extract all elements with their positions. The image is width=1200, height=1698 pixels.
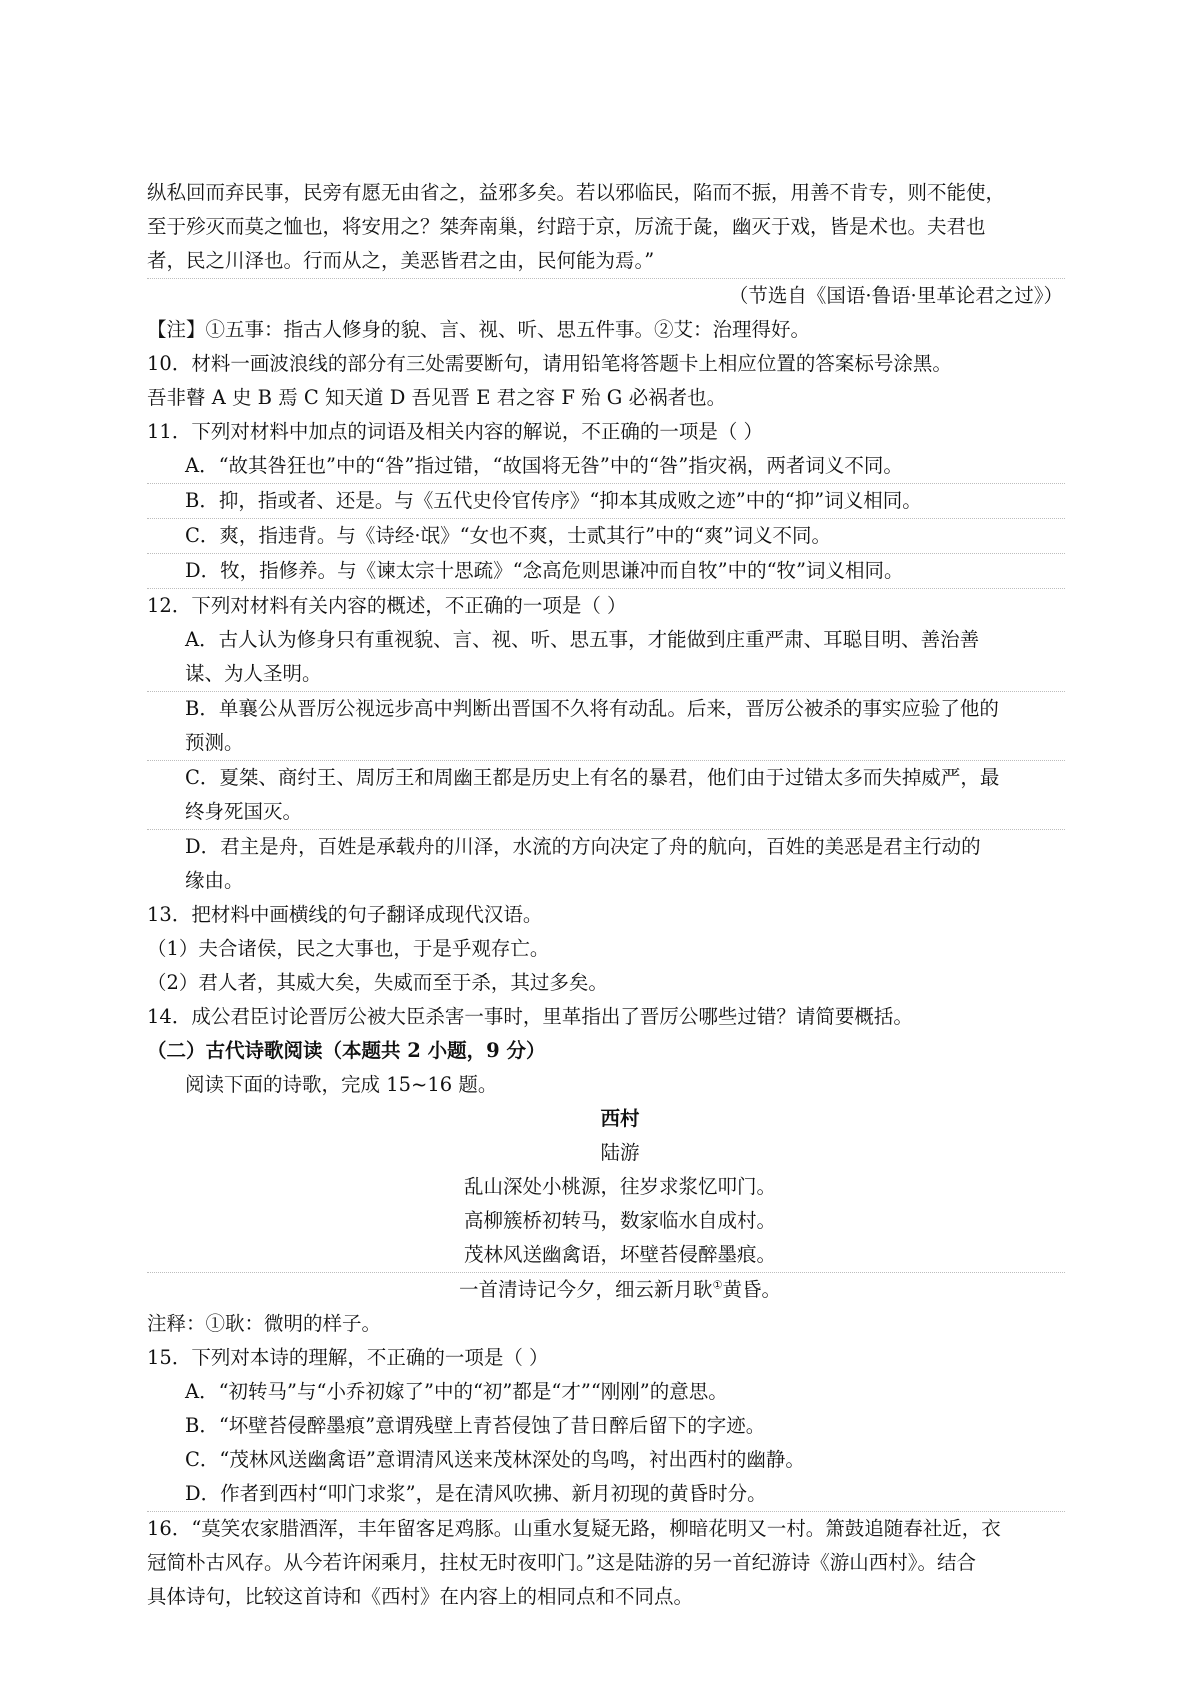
poem-line-4 [147,1273,1065,1307]
poem-line-2: 高柳簇桥初转马，数家临水自成村。 [463,1209,776,1232]
q16-line-3: 具体诗句，比较这首诗和《西村》在内容上的相同点和不同点。 [147,1585,694,1608]
q14-stem: 14．成公君臣讨论晋厉公被大臣杀害一事时，里革指出了晋厉公哪些过错？请简要概括。 [147,1005,913,1028]
poem-line-3: 茂林风送幽禽语，坏壁苔侵醉墨痕。 [147,1238,1065,1273]
passage-line-3: 者，民之川泽也。行而从之，美恶皆君之由，民何能为焉。” [147,244,1065,279]
q15-option-a: A．“初转马”与“小乔初嫁了”中的“初”都是“才”“刚刚”的意思。 [185,1380,728,1403]
passage-source: （节选自《国语·鲁语·里革论君之过》） [728,284,1063,307]
q12-option-b-2: 预测。 [147,726,1065,761]
q10-stem: 10．材料一画波浪线的部分有三处需要断句，请用铅笔将答题卡上相应位置的答案标号涂黑。 [147,352,952,375]
q12-option-c-2: 终身死国灭。 [147,795,1065,830]
q12-option-a-1: A．古人认为修身只有重视貌、言、视、听、思五事，才能做到庄重严肃、耳聪目明、善治善 [185,628,980,651]
poem-title: 西村 [600,1107,640,1130]
poem-line-4-end: 黄昏。 [722,1278,781,1301]
q12-option-b-1: B．单襄公从晋厉公视远步高中判断出晋国不久将有动乱。后来，晋厉公被杀的事实应验了他的 [185,697,999,720]
poem-author: 陆游 [600,1141,640,1164]
q16-line-2: 冠简朴古风存。从今若许闲乘月，拄杖无时夜叩门。”这是陆游的另一首纪游诗《游山西村》。结合 [147,1551,976,1574]
q13-item-2: （2）君人者，其威大矣，失威而至于杀，其过多矣。 [147,971,608,994]
q11-option-d: D．牧，指修养。与《谏太宗十思疏》“念高危则思谦冲而自牧”中的“牧”词义相同。 [147,554,1065,589]
q12-option-c-1: C．夏桀、商纣王、周厉王和周幽王都是历史上有名的暴君，他们由于过错太多而失掉威严，最 [185,766,1000,789]
passage-note: 【注】①五事：指古人修身的貌、言、视、听、思五件事。②艾：治理得好。 [147,318,811,341]
q15-option-d: D．作者到西村“叩门求浆”，是在清风吹拂、新月初现的黄昏时分。 [147,1477,1065,1512]
exam-page [147,176,1065,1614]
q11-option-a: A．“故其咎狂也”中的“咎”指过错，“故国将无咎”中的“咎”指灾祸，两者词义不同。 [147,449,1065,484]
q15-stem: 15．下列对本诗的理解，不正确的一项是（ ） [147,1346,549,1369]
q11-stem: 11．下列对材料中加点的词语及相关内容的解说，不正确的一项是（ ） [147,420,764,443]
q11-option-c: C．爽，指违背。与《诗经·氓》“女也不爽，士贰其行”中的“爽”词义不同。 [147,519,1065,554]
footnote-mark: ① [712,1278,723,1292]
q12-stem: 12．下列对材料有关内容的概述，不正确的一项是（ ） [147,594,627,617]
section2-instruction: 阅读下面的诗歌，完成 15~16 题。 [185,1073,498,1096]
section2-heading: （二）古代诗歌阅读（本题共 2 小题，9 分） [147,1039,546,1062]
poem-line-1: 乱山深处小桃源，往岁求浆忆叩门。 [463,1175,776,1198]
q12-option-d-2: 缘由。 [185,869,244,892]
q13-item-1: （1）夫合诸侯，民之大事也，于是乎观存亡。 [147,937,550,960]
q16-line-1: 16．“莫笑农家腊酒浑，丰年留客足鸡豚。山重水复疑无路，柳暗花明又一村。箫鼓追随春社近，衣 [147,1517,1001,1540]
q12-option-d-1: D．君主是舟，百姓是承载舟的川泽，水流的方向决定了舟的航向，百姓的美恶是君主行动的 [185,835,981,858]
q11-option-b: B．抑，指或者、还是。与《五代史伶官传序》“抑本其成败之迹”中的“抑”词义相同。 [147,484,1065,519]
poem-line-4-text: 一首清诗记今夕，细云新月耿 [459,1278,713,1301]
q10-text: 吾非瞽 A 史 B 焉 C 知天道 D 吾见晋 E 君之容 F 殆 G 必祸者也。 [147,386,727,409]
passage-line-1: 纵私回而弃民事，民旁有愿无由省之，益邪多矣。若以邪临民，陷而不振，用善不肯专，则不能使， [147,181,1006,204]
poem-note: 注释：①耿：微明的样子。 [147,1312,382,1335]
passage-line-2: 至于殄灭而莫之恤也，将安用之？桀奔南巢，纣踣于京，厉流于彘，幽灭于戏，皆是术也。夫君也 [147,215,986,238]
q15-option-c: C．“茂林风送幽禽语”意谓清风送来茂林深处的鸟鸣，衬出西村的幽静。 [185,1448,805,1471]
q15-option-b: B．“坏壁苔侵醉墨痕”意谓残壁上青苔侵蚀了昔日醉后留下的字迹。 [185,1414,766,1437]
q13-stem: 13．把材料中画横线的句子翻译成现代汉语。 [147,903,543,926]
q12-option-a-2: 谋、为人圣明。 [147,657,1065,692]
